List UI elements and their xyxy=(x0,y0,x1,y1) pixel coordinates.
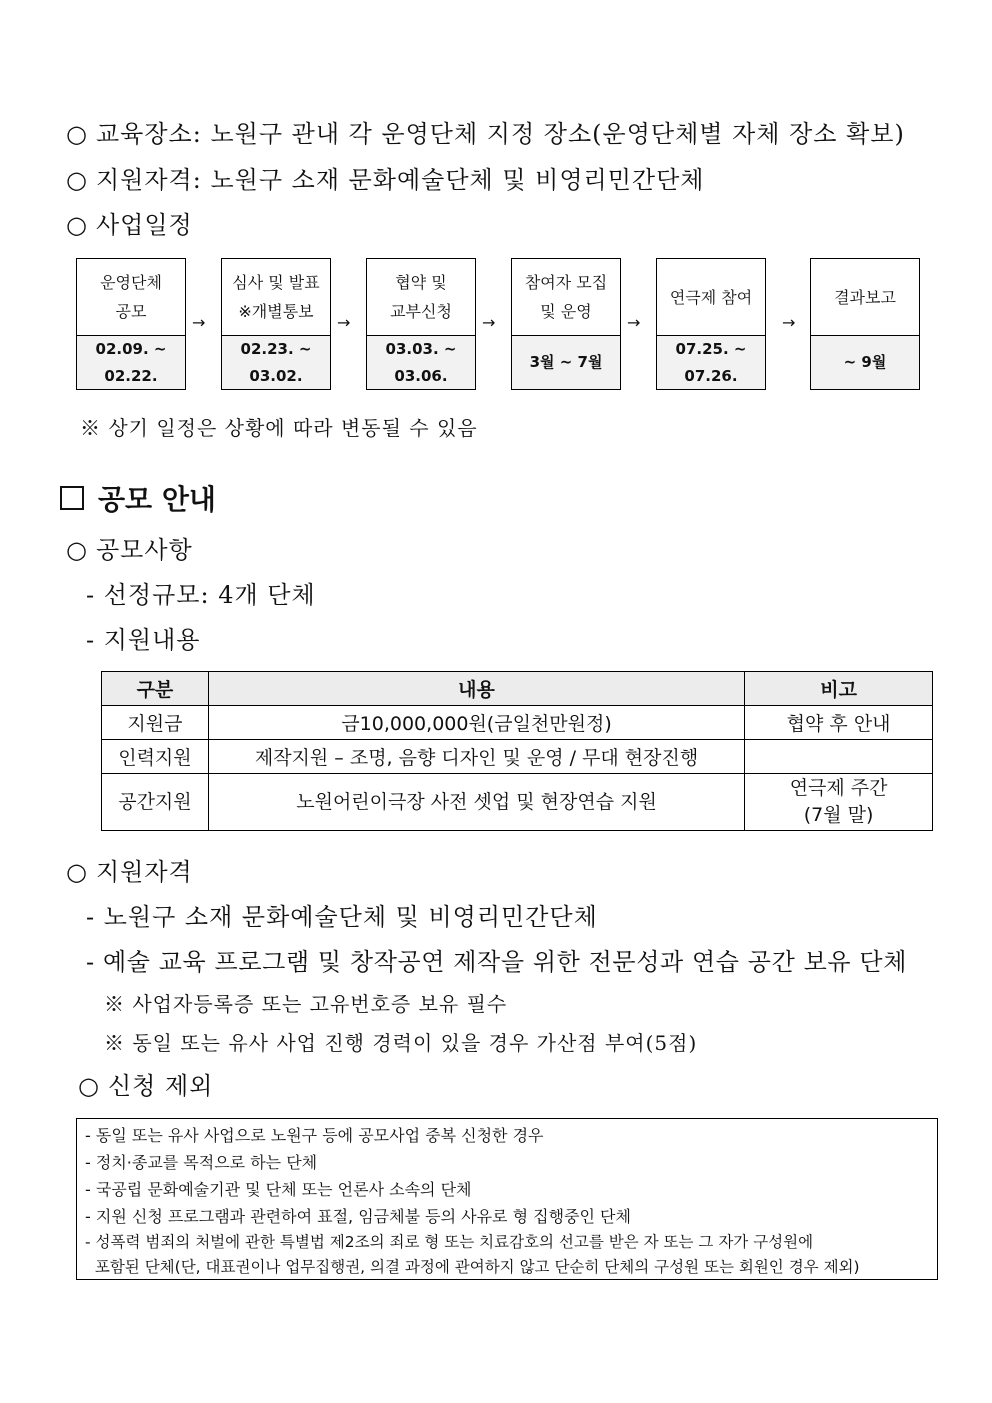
section-heading xyxy=(60,478,216,518)
eligibility-note-1: ※ 사업자등록증 또는 고유번호증 보유 필수 xyxy=(104,992,508,1016)
step-label: 및 운영 xyxy=(540,302,592,321)
schedule-step-3 xyxy=(366,258,476,390)
step-date: 03.03. ~ xyxy=(385,339,457,358)
step-date: 02.23. ~ xyxy=(240,339,312,358)
step-label: 교부신청 xyxy=(390,302,452,321)
table-cell-note: 협약 후 안내 xyxy=(745,706,933,740)
exclusion-item: - 지원 신청 프로그램과 관련하여 표절, 임금체불 등의 사유로 형 집행중인 단체 xyxy=(85,1207,631,1226)
schedule-title-line xyxy=(66,205,193,240)
selection-scale: - 선정규모: 4개 단체 xyxy=(86,581,316,609)
arrow-right-icon: → xyxy=(782,313,796,332)
exclusion-title: 신청 제외 xyxy=(108,1072,214,1100)
schedule-title: 사업일정 xyxy=(96,211,193,239)
step-label: 연극제 참여 xyxy=(669,287,753,307)
table-header: 내용 xyxy=(208,672,744,706)
section-title: 공모사항 xyxy=(96,536,193,564)
step-date: ~ 9월 xyxy=(843,353,887,371)
step-label: ※개별통보 xyxy=(238,302,314,321)
table-cell-category: 인력지원 xyxy=(102,740,209,774)
eligibility-section-line xyxy=(66,852,193,887)
eligibility-text: 지원자격: 노원구 소재 문화예술단체 및 비영리민간단체 xyxy=(96,166,705,194)
step-label: 운영단체 xyxy=(100,273,162,292)
schedule-step-1 xyxy=(76,258,186,390)
bullet-circle-icon: ○ xyxy=(66,120,88,148)
table-cell-category: 공간지원 xyxy=(102,774,209,831)
arrow-right-icon: → xyxy=(192,313,206,332)
support-title: - 지원내용 xyxy=(86,626,201,654)
exclusion-item: - 동일 또는 유사 사업으로 노원구 등에 공모사업 중복 신청한 경우 xyxy=(85,1126,544,1145)
step-date: 03.06. xyxy=(394,366,448,385)
schedule-note: ※ 상기 일정은 상황에 따라 변동될 수 있음 xyxy=(80,416,478,440)
arrow-right-icon: → xyxy=(337,313,351,332)
arrow-right-icon: → xyxy=(627,313,641,332)
table-header: 비고 xyxy=(745,672,933,706)
eligibility-item-1: - 노원구 소재 문화예술단체 및 비영리민간단체 xyxy=(86,903,598,931)
exclusion-title-line xyxy=(78,1066,213,1101)
table-header: 구분 xyxy=(102,672,209,706)
schedule-step-2 xyxy=(221,258,331,390)
bullet-circle-icon: ○ xyxy=(66,536,88,564)
schedule-step-5 xyxy=(656,258,766,390)
venue-line xyxy=(66,114,905,149)
eligibility-section-title: 지원자격 xyxy=(96,858,193,886)
eligibility-line xyxy=(66,160,704,195)
support-table xyxy=(101,671,933,831)
step-date: 02.22. xyxy=(104,366,158,385)
table-cell-note xyxy=(745,740,933,774)
venue-text: 교육장소: 노원구 관내 각 운영단체 지정 장소(운영단체별 자체 장소 확보) xyxy=(96,120,905,148)
arrow-right-icon: → xyxy=(482,313,496,332)
step-date: 07.25. ~ xyxy=(675,339,747,358)
bullet-circle-icon: ○ xyxy=(78,1072,100,1100)
eligibility-note-2: ※ 동일 또는 유사 사업 진행 경력이 있을 경우 가산점 부여(5점) xyxy=(104,1031,698,1055)
table-cell-content: 노원어린이극장 사전 셋업 및 현장연습 지원 xyxy=(208,774,744,831)
table-cell-content: 금10,000,000원(금일천만원정) xyxy=(208,706,744,740)
bullet-circle-icon: ○ xyxy=(66,166,88,194)
table-cell-content: 제작지원 – 조명, 음향 디자인 및 운영 / 무대 현장진행 xyxy=(208,740,744,774)
table-row xyxy=(102,774,933,831)
step-date: 07.26. xyxy=(684,366,738,385)
eligibility-item-2: - 예술 교육 프로그램 및 창작공연 제작을 위한 전문성과 연습 공간 보유 단체 xyxy=(86,948,907,976)
exclusion-box xyxy=(76,1118,938,1280)
section-title-line xyxy=(66,530,193,565)
bullet-circle-icon: ○ xyxy=(66,211,88,239)
bullet-circle-icon: ○ xyxy=(66,858,88,886)
note-line: (7월 말) xyxy=(803,804,874,826)
exclusion-item: - 성폭력 범죄의 처벌에 관한 특별법 제2조의 죄로 형 또는 치료감호의 선고를 받은 자 또는 그 자가 구성원에 xyxy=(85,1233,814,1251)
step-label: 심사 및 발표 xyxy=(232,273,320,292)
step-label: 결과보고 xyxy=(834,287,896,307)
step-label: 공모 xyxy=(115,302,147,321)
checkbox-square-icon xyxy=(60,486,84,510)
step-date: 02.09. ~ xyxy=(95,339,167,358)
table-row xyxy=(102,706,933,740)
note-line: 연극제 주간 xyxy=(789,777,888,799)
table-cell-category: 지원금 xyxy=(102,706,209,740)
exclusion-item: 포함된 단체(단, 대표권이나 업무집행권, 의결 과정에 관여하지 않고 단순히 단체의 구성원 또는 회원인 경우 제외) xyxy=(85,1258,860,1276)
table-cell-note xyxy=(745,774,933,831)
exclusion-item: - 국공립 문화예술기관 및 단체 또는 언론사 소속의 단체 xyxy=(85,1180,472,1199)
schedule-step-4 xyxy=(511,258,621,390)
table-header-row xyxy=(102,672,933,706)
step-label: 참여자 모집 xyxy=(524,273,608,292)
step-label: 협약 및 xyxy=(395,273,447,292)
step-date: 03.02. xyxy=(249,366,303,385)
table-row xyxy=(102,740,933,774)
section-heading-text: 공모 안내 xyxy=(98,483,216,516)
step-date: 3월 ~ 7월 xyxy=(529,353,603,371)
exclusion-item: - 정치·종교를 목적으로 하는 단체 xyxy=(85,1153,318,1172)
schedule-step-6 xyxy=(810,258,920,390)
